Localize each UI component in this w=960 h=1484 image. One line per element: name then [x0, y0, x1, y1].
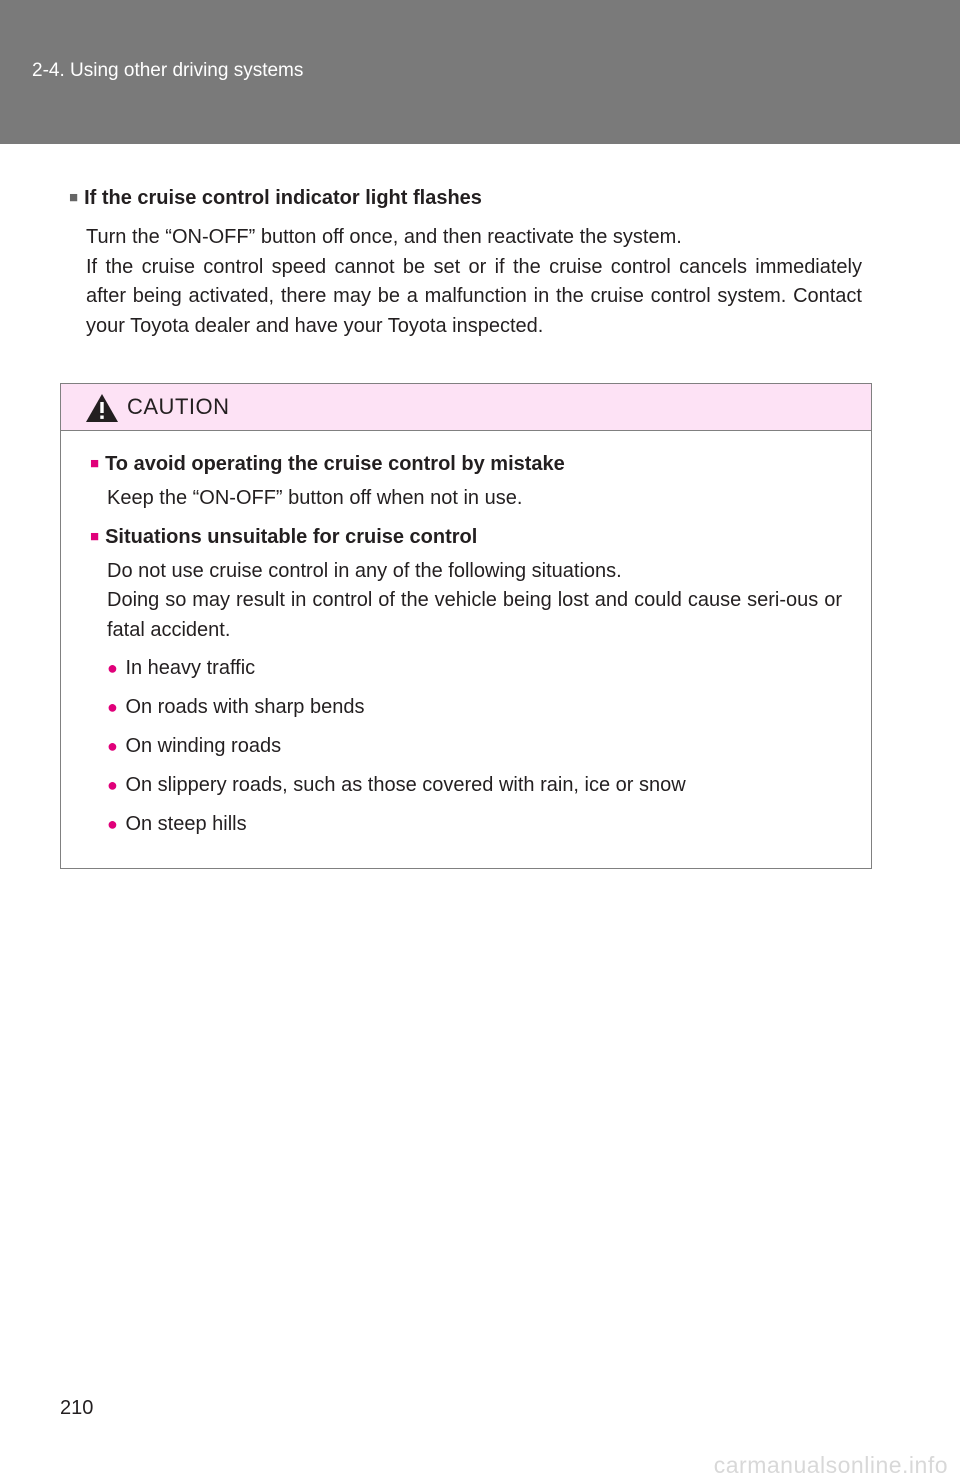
circle-bullet-icon: ●: [107, 658, 118, 678]
list-item: ● On winding roads: [107, 735, 282, 757]
section-heading: ■ If the cruise control indicator light flashes: [69, 187, 482, 209]
circle-bullet-icon: ●: [107, 775, 118, 795]
circle-bullet-icon: ●: [107, 736, 118, 756]
list-item: ● On roads with sharp bends: [107, 696, 365, 718]
circle-bullet-icon: ●: [107, 697, 118, 717]
square-bullet-icon: ■: [90, 455, 100, 472]
caution-item-heading: ■ Situations unsuitable for cruise control: [90, 525, 478, 548]
info-section: [69, 183, 862, 341]
caution-header: [61, 384, 871, 431]
square-bullet-icon: ■: [90, 527, 100, 545]
caution-title: CAUTION: [127, 394, 230, 419]
section-title: 2-4. Using other driving systems: [32, 60, 304, 81]
square-bullet-icon: ■: [69, 189, 79, 206]
watermark[interactable]: carmanualsonline.info: [713, 1452, 948, 1478]
header-band: [0, 0, 960, 144]
caution-body: [61, 431, 842, 844]
caution-item-text: Doing so may result in control of the vehicle being lost and could cause seri-ous or fatal accident.: [107, 589, 842, 641]
warning-icon: [85, 393, 119, 423]
paragraph: Turn the “ON-OFF” button off once, and then reactivate the system.: [86, 226, 682, 248]
page-number: 210: [60, 1397, 94, 1419]
paragraph: If the cruise control speed cannot be set or if the cruise control cancels immediately after being activated, there may be a malfunction in the cruise control system. Contact your Toyota dealer and have your Toyota inspected.: [86, 255, 862, 337]
circle-bullet-icon: ●: [107, 814, 118, 834]
caution-box: [60, 383, 872, 869]
list-item: ● On steep hills: [107, 813, 247, 835]
list-item: ● In heavy traffic: [107, 657, 256, 679]
caution-item-text: Do not use cruise control in any of the following situations.: [107, 559, 622, 582]
list-item: ● On slippery roads, such as those covered with rain, ice or snow: [107, 774, 686, 796]
caution-item-heading: ■ To avoid operating the cruise control by mistake: [90, 453, 565, 475]
caution-item-text: Keep the “ON-OFF” button off when not in use.: [107, 487, 523, 509]
